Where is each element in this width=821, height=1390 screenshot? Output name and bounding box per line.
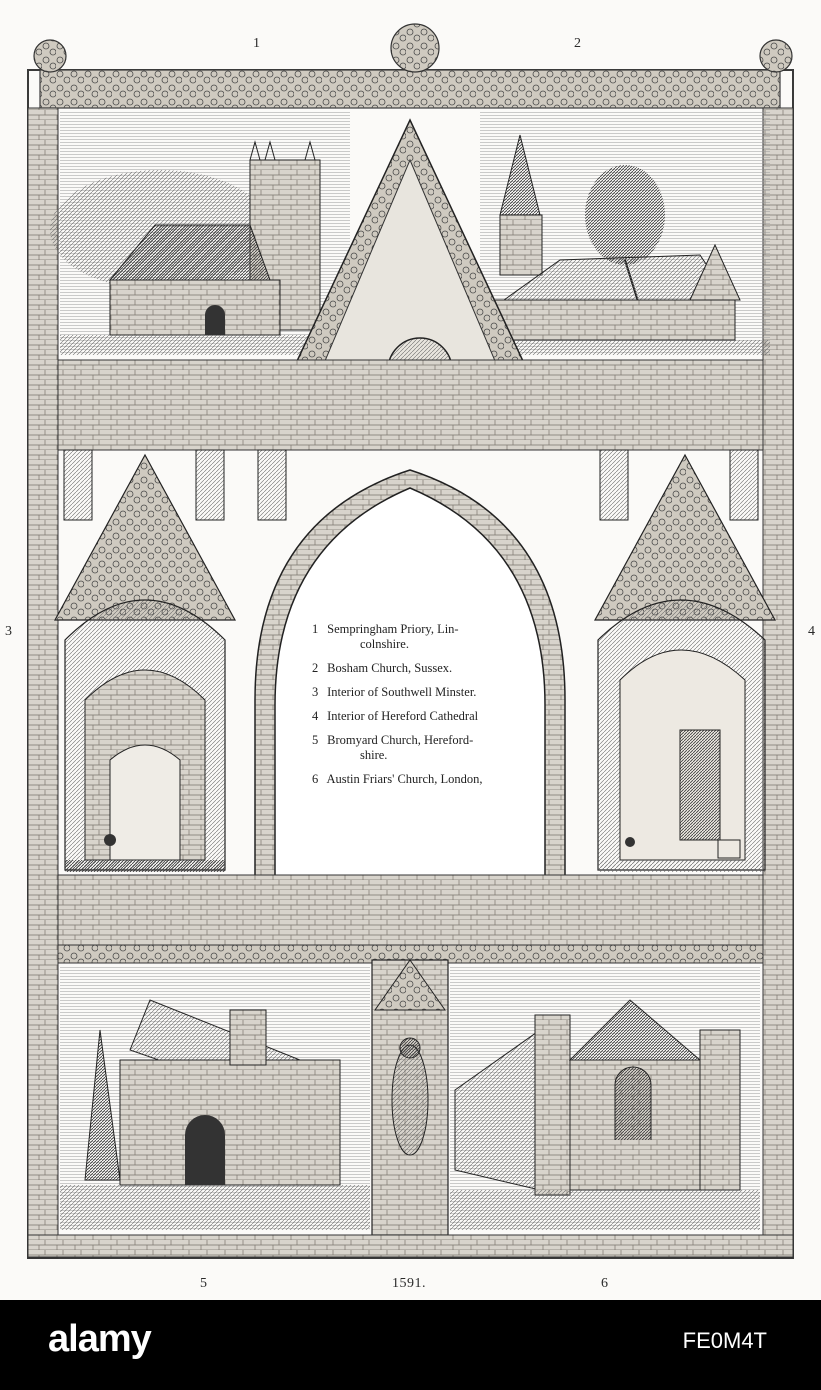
scene-southwell-minster	[65, 600, 225, 872]
legend-item-text: Bosham Church, Sussex.	[327, 661, 453, 675]
legend-item	[312, 709, 557, 724]
plate-label-3: 3	[5, 624, 13, 639]
corner-finial	[34, 24, 792, 72]
legend-item	[312, 661, 557, 676]
legend-item-continuation: shire.	[360, 748, 388, 762]
scene-sempringham-priory	[50, 110, 350, 355]
legend-item	[312, 772, 557, 787]
legend-item-number: 6	[312, 772, 319, 786]
legend-item	[312, 622, 557, 652]
legend-item-continuation: colnshire.	[360, 637, 409, 651]
plate-label-6: 6	[601, 1276, 609, 1291]
scene-bosham-church	[480, 110, 770, 355]
scene-hereford-cathedral	[598, 600, 765, 872]
plate-label-2: 2	[574, 36, 582, 51]
legend-item-number: 5	[312, 733, 319, 747]
alamy-logo[interactable]: alamy	[48, 1318, 151, 1360]
legend-item-number: 4	[312, 709, 319, 723]
plate-label-4: 4	[808, 624, 816, 639]
legend-item	[312, 733, 557, 763]
legend-item	[312, 685, 557, 700]
scene-austin-friars-church	[450, 965, 760, 1230]
legend-item-text: Bromyard Church, Hereford-	[327, 733, 474, 747]
legend-item-number: 1	[312, 622, 319, 636]
plate-label-1: 1	[253, 36, 261, 51]
plate-legend	[312, 622, 557, 796]
legend-item-text: Austin Friars' Church, London,	[326, 772, 483, 786]
legend-item-text: Sempringham Priory, Lin-	[327, 622, 459, 636]
scene-bromyard-church	[60, 965, 370, 1230]
stock-image-id: FE0M4T	[682, 1328, 767, 1353]
plate-label-5: 5	[200, 1276, 208, 1291]
legend-item-number: 2	[312, 661, 319, 675]
legend-item-text: Interior of Hereford Cathedral	[327, 709, 479, 723]
central-statue-niche	[372, 960, 448, 1235]
legend-item-text: Interior of Southwell Minster.	[327, 685, 477, 699]
plate-label-year: 1591.	[392, 1276, 426, 1291]
legend-item-number: 3	[312, 685, 319, 699]
